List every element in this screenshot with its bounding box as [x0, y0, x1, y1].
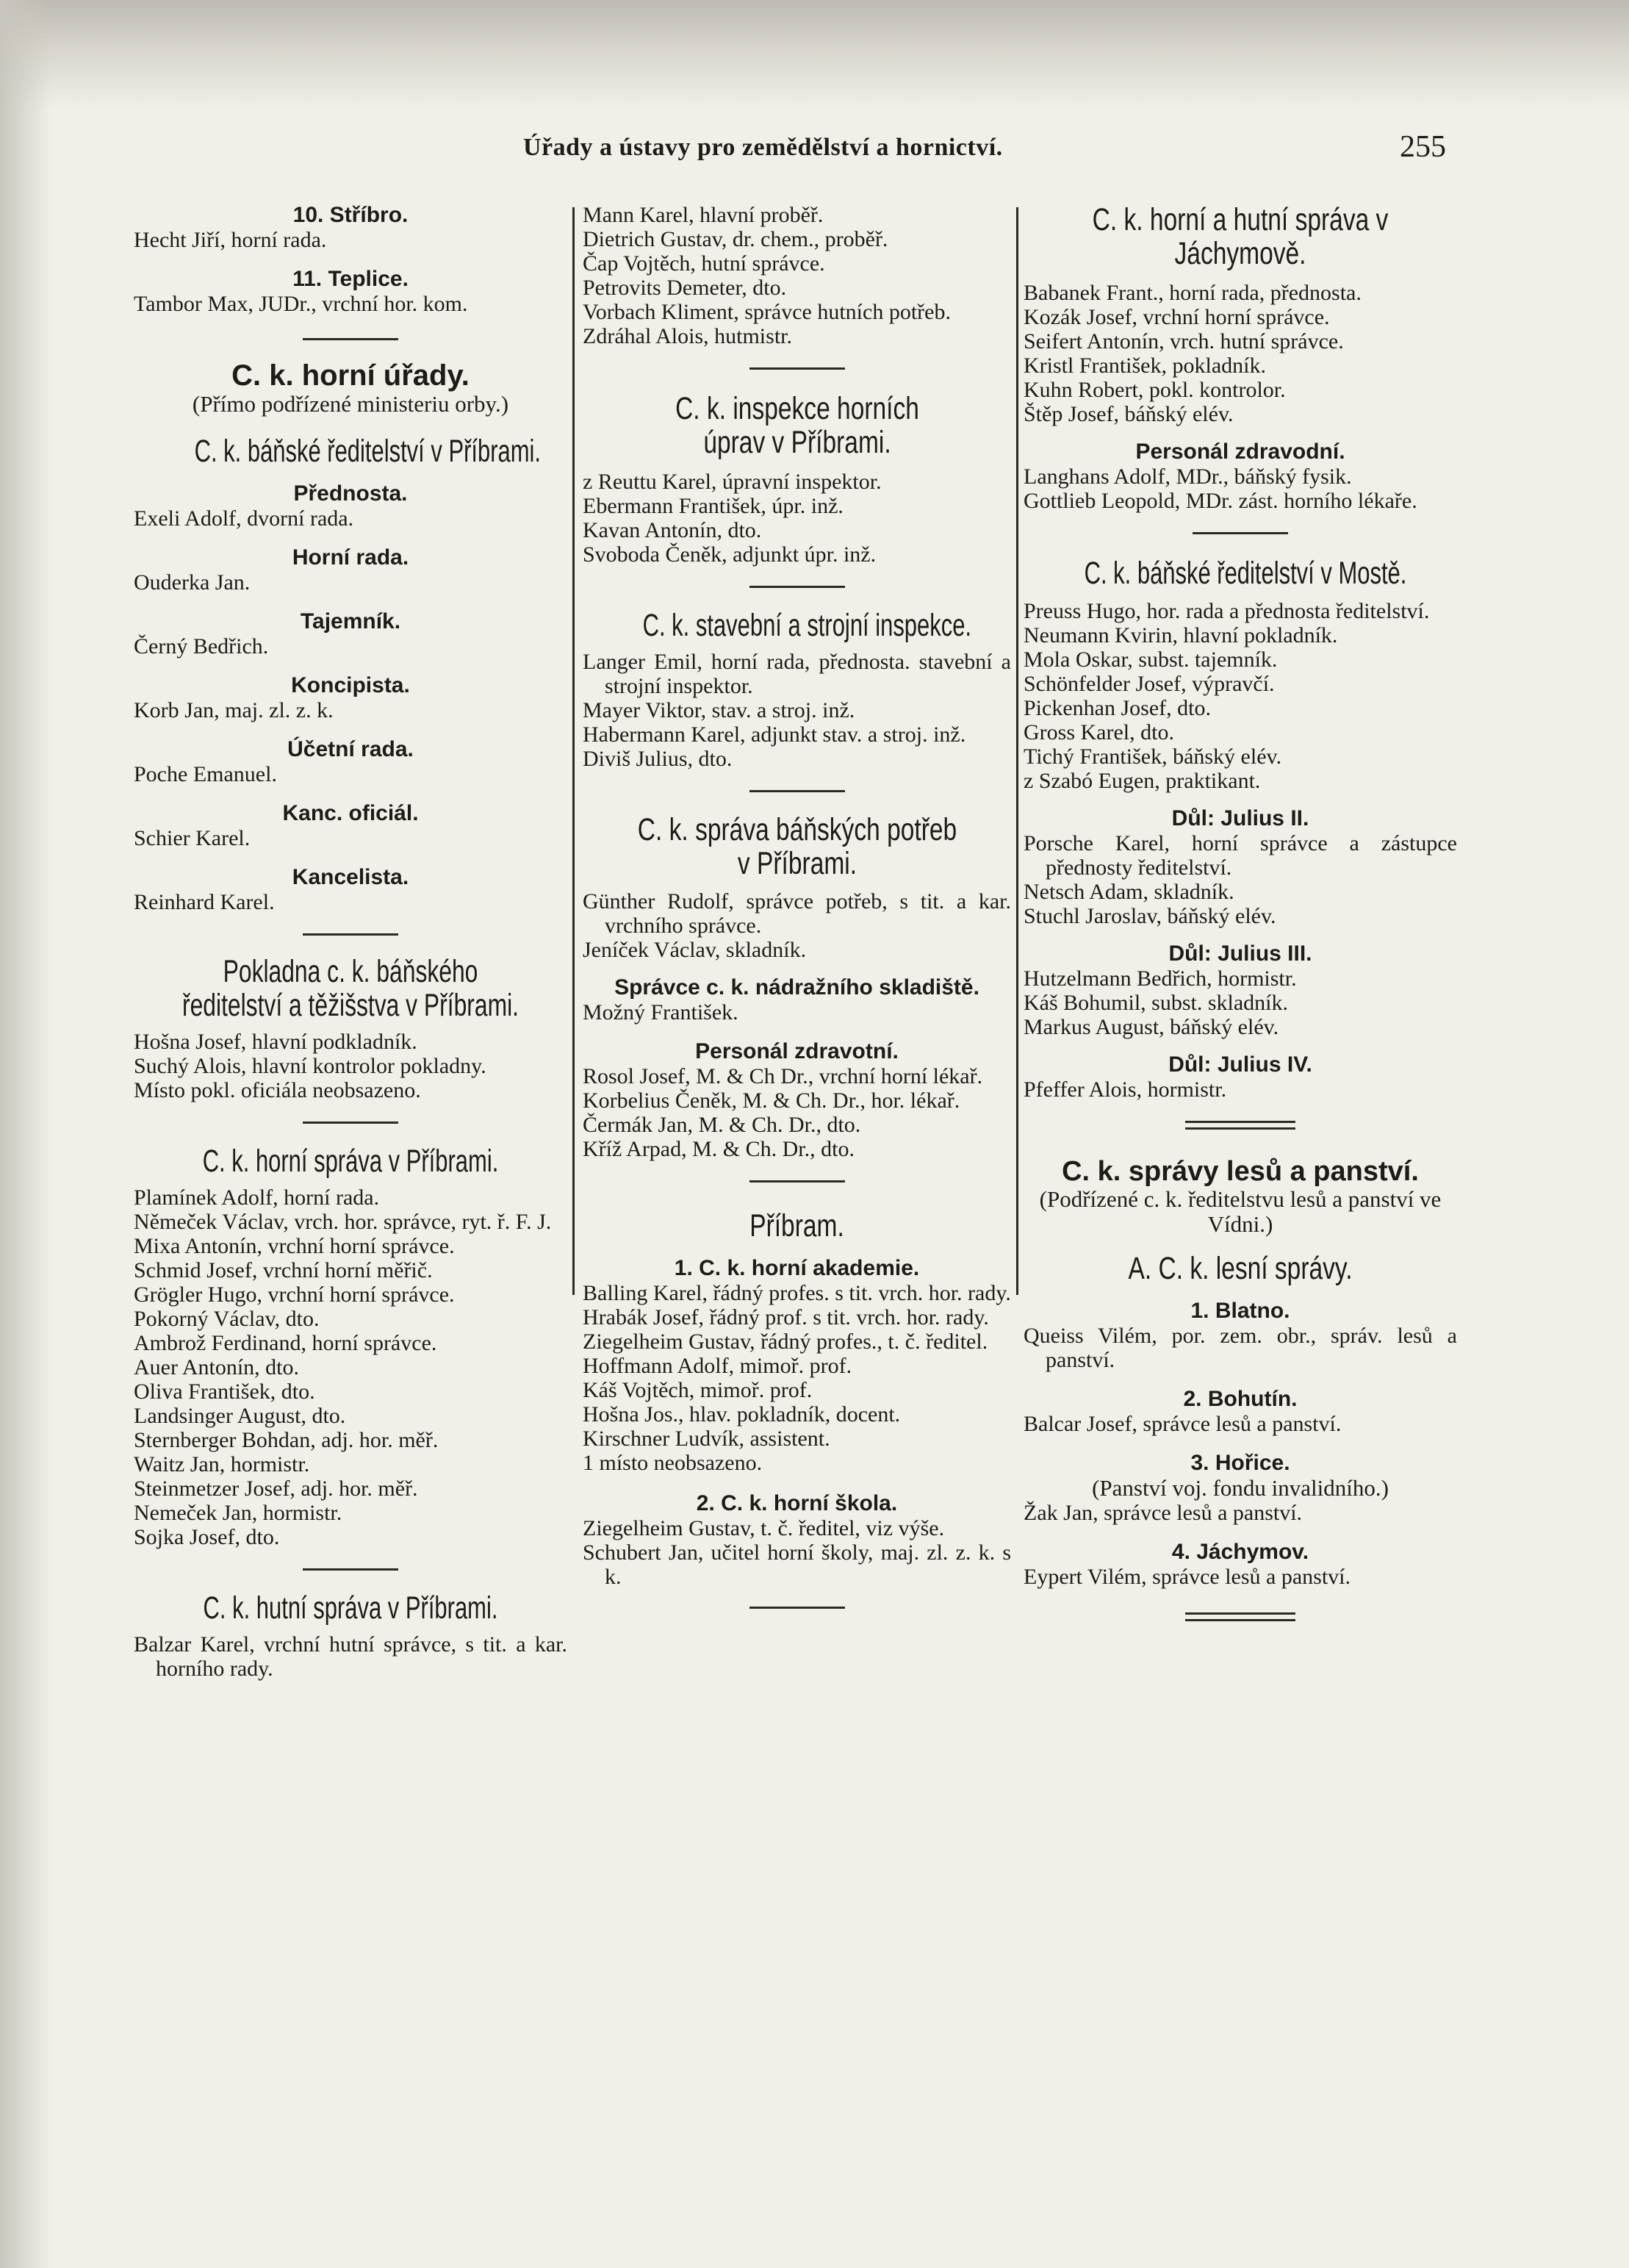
section-title: C. k. horní a hutní správa v Jáchymově.: [1092, 202, 1389, 271]
section-title: C. k. báňské ředitelství v Příbrami.: [194, 434, 542, 469]
role-heading: Tajemník.: [300, 609, 401, 634]
double-divider: [1185, 1612, 1295, 1621]
list-item: Korbelius Čeněk, M. & Ch. Dr., hor. lékař.: [583, 1088, 960, 1113]
list-item: Sojka Josef, dto.: [134, 1525, 280, 1549]
role-heading: Důl: Julius II.: [1171, 806, 1309, 830]
divider: [1193, 532, 1288, 534]
list-item: Babanek Frant., horní rada, přednosta.: [1024, 281, 1362, 305]
list-item: Preuss Hugo, hor. rada a přednosta ředitelství.: [1024, 599, 1430, 623]
list-item: Zdráhal Alois, hutmistr.: [583, 324, 792, 348]
list-item: Ebermann František, úpr. inž.: [583, 494, 844, 518]
zdravotni-list: [583, 1064, 1011, 1161]
list-item: Neumann Kvirin, hlavní pokladník.: [1024, 623, 1338, 647]
hutni-sprava-list: [134, 1632, 567, 1681]
jachymov-sprava-list: [1024, 281, 1457, 426]
column-1: [134, 203, 567, 1681]
list-item: Hošna Jos., hlav. pokladník, docent.: [583, 1402, 901, 1427]
list-item: Mola Oskar, subst. tajemník.: [1024, 647, 1278, 672]
list-item: Günther Rudolf, správce potřeb, s tit. a kar. vrchního správce.: [583, 889, 1011, 938]
role-heading: Kancelista.: [292, 865, 409, 889]
section-subtitle: (Panství voj. fondu invalidního.): [1092, 1475, 1389, 1501]
list-item: Petrovits Demeter, dto.: [583, 276, 787, 300]
divider: [749, 586, 845, 588]
horni-sprava-list: [134, 1185, 567, 1549]
list-item: Pokorný Václav, dto.: [134, 1307, 320, 1331]
role-heading: 4. Jáchymov.: [1171, 1540, 1309, 1564]
horni-skola-list: [583, 1516, 1011, 1589]
sprava-potreb-list: [583, 889, 1011, 962]
role-heading: 1. Blatno.: [1190, 1299, 1290, 1323]
list-item: Jeníček Václav, skladník.: [583, 938, 807, 962]
list-item: Hoffmann Adolf, mimoř. prof.: [583, 1354, 852, 1378]
list-item: Auer Antonín, dto.: [134, 1355, 299, 1379]
list-item: Hošna Josef, hlavní podkladník.: [134, 1030, 417, 1054]
divider: [303, 338, 398, 340]
column-3: [1024, 203, 1457, 1645]
dul-julius-3-list: [1024, 966, 1457, 1039]
page-number: 255: [1400, 130, 1446, 164]
list-item: Žak Jan, správce lesů a panství.: [1024, 1501, 1303, 1525]
list-item: Schmid Josef, vrchní horní měřič.: [134, 1258, 433, 1282]
role-heading: Horní rada.: [292, 545, 409, 570]
scan-shadow-left: [0, 0, 51, 2268]
list-item: Čap Vojtěch, hutní správce.: [583, 251, 825, 276]
role-heading: Účetní rada.: [287, 737, 414, 761]
list-item: Vorbach Kliment, správce hutních potřeb.: [583, 300, 951, 324]
list-item: Schier Karel.: [134, 826, 251, 850]
role-heading: 2. C. k. horní škola.: [696, 1491, 898, 1515]
stavebni-inspekce-list: [583, 650, 1011, 771]
double-divider: [1185, 1121, 1295, 1130]
list-item: Gross Karel, dto.: [1024, 720, 1174, 744]
section-title: C. k. inspekce horních úprav v Příbrami.: [675, 391, 919, 460]
column-rule-left: [572, 207, 575, 1295]
section-title: C. k. hutní správa v Příbrami.: [203, 1590, 498, 1626]
list-item: z Szabó Eugen, praktikant.: [1024, 769, 1261, 793]
column-2: [583, 203, 1011, 1626]
list-item: Možný František.: [583, 1000, 738, 1024]
section-title: Příbram.: [749, 1208, 844, 1244]
list-item: Schubert Jan, učitel horní školy, maj. zl. z. k. s k.: [583, 1540, 1011, 1589]
section-title: C. k. horní úřady.: [231, 359, 470, 392]
list-item: Steinmetzer Josef, adj. hor. měř.: [134, 1476, 418, 1501]
list-item: Diviš Julius, dto.: [583, 747, 733, 771]
list-item: Balcar Josef, správce lesů a panství.: [1024, 1412, 1342, 1436]
list-item: Markus August, báňský elév.: [1024, 1015, 1279, 1039]
list-item: Ziegelheim Gustav, t. č. ředitel, viz výše.: [583, 1516, 945, 1540]
section-title: C. k. báňské ředitelství v Mostě.: [1084, 556, 1407, 591]
list-item: Ziegelheim Gustav, řádný profes., t. č. ředitel.: [583, 1329, 988, 1354]
section-subtitle: (Přímo podřízené ministeriu orby.): [192, 391, 509, 417]
list-item: Langer Emil, horní rada, přednosta. stavební a strojní inspektor.: [583, 650, 1011, 698]
role-heading: 3. Hořice.: [1190, 1451, 1290, 1475]
scan-shadow-top: [0, 0, 1629, 110]
list-item: Reinhard Karel.: [134, 890, 275, 914]
list-item: Ouderka Jan.: [134, 570, 251, 595]
list-item: Kirschner Ludvík, assistent.: [583, 1427, 830, 1451]
role-heading: Důl: Julius IV.: [1168, 1052, 1312, 1077]
list-item: Pickenhan Josef, dto.: [1024, 696, 1211, 720]
list-item: Čermák Jan, M. & Ch. Dr., dto.: [583, 1113, 861, 1137]
list-item: Eypert Vilém, správce lesů a panství.: [1024, 1565, 1351, 1589]
section-title: Pokladna c. k. báňského ředitelství a těžišstva v Příbrami.: [182, 954, 519, 1023]
divider: [749, 367, 845, 370]
column-rule-right: [1016, 207, 1018, 1295]
list-item: Tambor Max, JUDr., vrchní hor. kom.: [134, 292, 468, 316]
section-title: A. C. k. lesní správy.: [1128, 1251, 1353, 1286]
list-item: Landsinger August, dto.: [134, 1404, 346, 1428]
list-item: Svoboda Čeněk, adjunkt úpr. inž.: [583, 542, 877, 567]
list-item: Kristl František, pokladník.: [1024, 354, 1266, 378]
role-heading: Důl: Julius III.: [1168, 941, 1312, 966]
most-reditelstvi-list: [1024, 599, 1457, 793]
jachymov-zdravotni-list: [1024, 464, 1457, 513]
role-heading: 1. C. k. horní akademie.: [674, 1256, 920, 1280]
list-item: Grögler Hugo, vrchní horní správce.: [134, 1282, 455, 1307]
list-item: Místo pokl. oficiála neobsazeno.: [134, 1078, 421, 1102]
list-item: Balling Karel, řádný profes. s tit. vrch. hor. rady.: [583, 1281, 1011, 1305]
horni-akademie-list: [583, 1281, 1011, 1475]
list-item: Káš Vojtěch, mimoř. prof.: [583, 1378, 813, 1402]
role-heading: Personál zdravotní.: [695, 1039, 899, 1063]
role-heading: 2. Bohutín.: [1183, 1387, 1298, 1411]
list-item: Káš Bohumil, subst. skladník.: [1024, 991, 1289, 1015]
list-item: 1 místo neobsazeno.: [583, 1451, 763, 1475]
list-item: Plamínek Adolf, horní rada.: [134, 1185, 380, 1210]
pokladna-list: [134, 1030, 567, 1102]
list-item: Mann Karel, hlavní proběř.: [583, 203, 824, 227]
list-item: Habermann Karel, adjunkt stav. a stroj. inž.: [583, 722, 966, 747]
list-item: Stuchl Jaroslav, báňský elév.: [1024, 904, 1276, 928]
divider: [303, 1122, 398, 1124]
list-item: Mixa Antonín, vrchní horní správce.: [134, 1234, 455, 1258]
list-item: Porsche Karel, horní správce a zástupce přednosty ředitelství.: [1024, 831, 1457, 880]
list-item: Queiss Vilém, por. zem. obr., správ. lesů a panství.: [1024, 1324, 1457, 1372]
hutni-sprava-continued-list: [583, 203, 1011, 348]
divider: [303, 1568, 398, 1571]
section-subtitle: (Podřízené c. k. ředitelstvu lesů a panství ve Vídni.): [1039, 1186, 1442, 1237]
list-item: z Reuttu Karel, úpravní inspektor.: [583, 470, 882, 494]
role-heading: Správce c. k. nádražního skladiště.: [614, 975, 979, 1000]
inspekce-list: [583, 470, 1011, 567]
section-title: C. k. správy lesů a panství.: [1062, 1156, 1419, 1187]
list-item: Kozák Josef, vrchní horní správce.: [1024, 305, 1330, 329]
list-item: Kavan Antonín, dto.: [583, 518, 762, 542]
section-title: C. k. správa báňských potřeb v Příbrami.: [637, 812, 957, 881]
list-item: Kříž Arpad, M. & Ch. Dr., dto.: [583, 1137, 855, 1161]
section-heading: 10. Stříbro.: [292, 203, 409, 227]
list-item: Hecht Jiří, horní rada.: [134, 228, 327, 252]
list-item: Poche Emanuel.: [134, 762, 277, 786]
divider: [749, 790, 845, 792]
list-item: Schönfelder Josef, výpravčí.: [1024, 672, 1275, 696]
list-item: Černý Bedřich.: [134, 634, 269, 658]
running-head: Úřady a ústavy pro zemědělství a hornictví.: [523, 134, 1003, 161]
list-item: Korb Jan, maj. zl. z. k.: [134, 698, 334, 722]
list-item: Balzar Karel, vrchní hutní správce, s tit. a kar. horního rady.: [134, 1632, 567, 1681]
section-title: C. k. stavební a strojní inspekce.: [642, 608, 972, 643]
list-item: Štěp Josef, báňský elév.: [1024, 402, 1234, 426]
list-item: Mayer Viktor, stav. a stroj. inž.: [583, 698, 855, 722]
list-item: Hutzelmann Bedřich, hormistr.: [1024, 966, 1297, 991]
list-item: Dietrich Gustav, dr. chem., proběř.: [583, 227, 888, 251]
list-item: Seifert Antonín, vrch. hutní správce.: [1024, 329, 1344, 354]
list-item: Nemeček Jan, hormistr.: [134, 1501, 342, 1525]
list-item: Němeček Václav, vrch. hor. správce, ryt. ř. F. J.: [134, 1210, 552, 1234]
role-heading: Koncipista.: [291, 673, 410, 697]
list-item: Hrabák Josef, řádný prof. s tit. vrch. hor. rady.: [583, 1305, 989, 1329]
list-item: Netsch Adam, skladník.: [1024, 880, 1234, 904]
list-item: Kuhn Robert, pokl. kontrolor.: [1024, 378, 1286, 402]
list-item: Tichý František, báňský elév.: [1024, 744, 1282, 769]
list-item: Suchý Alois, hlavní kontrolor pokladny.: [134, 1054, 486, 1078]
divider: [749, 1607, 845, 1609]
list-item: Ambrož Ferdinand, horní správce.: [134, 1331, 437, 1355]
section-heading: 11. Teplice.: [292, 267, 409, 291]
list-item: Pfeffer Alois, hormistr.: [1024, 1077, 1227, 1102]
section-title: C. k. horní správa v Příbrami.: [202, 1144, 499, 1179]
list-item: Oliva František, dto.: [134, 1379, 315, 1404]
role-heading: Personál zdravodní.: [1135, 439, 1345, 464]
divider: [303, 933, 398, 936]
list-item: Rosol Josef, M. & Ch Dr., vrchní horní lékař.: [583, 1064, 983, 1088]
list-item: Sternberger Bohdan, adj. hor. měř.: [134, 1428, 439, 1452]
list-item: Langhans Adolf, MDr., báňský fysik.: [1024, 464, 1352, 489]
role-heading: Kanc. oficiál.: [282, 801, 419, 825]
list-item: Gottlieb Leopold, MDr. zást. horního lékaře.: [1024, 489, 1417, 513]
list-item: Waitz Jan, hormistr.: [134, 1452, 310, 1476]
divider: [749, 1180, 845, 1183]
dul-julius-2-list: [1024, 831, 1457, 928]
role-heading: Přednosta.: [293, 481, 408, 506]
list-item: Exeli Adolf, dvorní rada.: [134, 506, 354, 531]
